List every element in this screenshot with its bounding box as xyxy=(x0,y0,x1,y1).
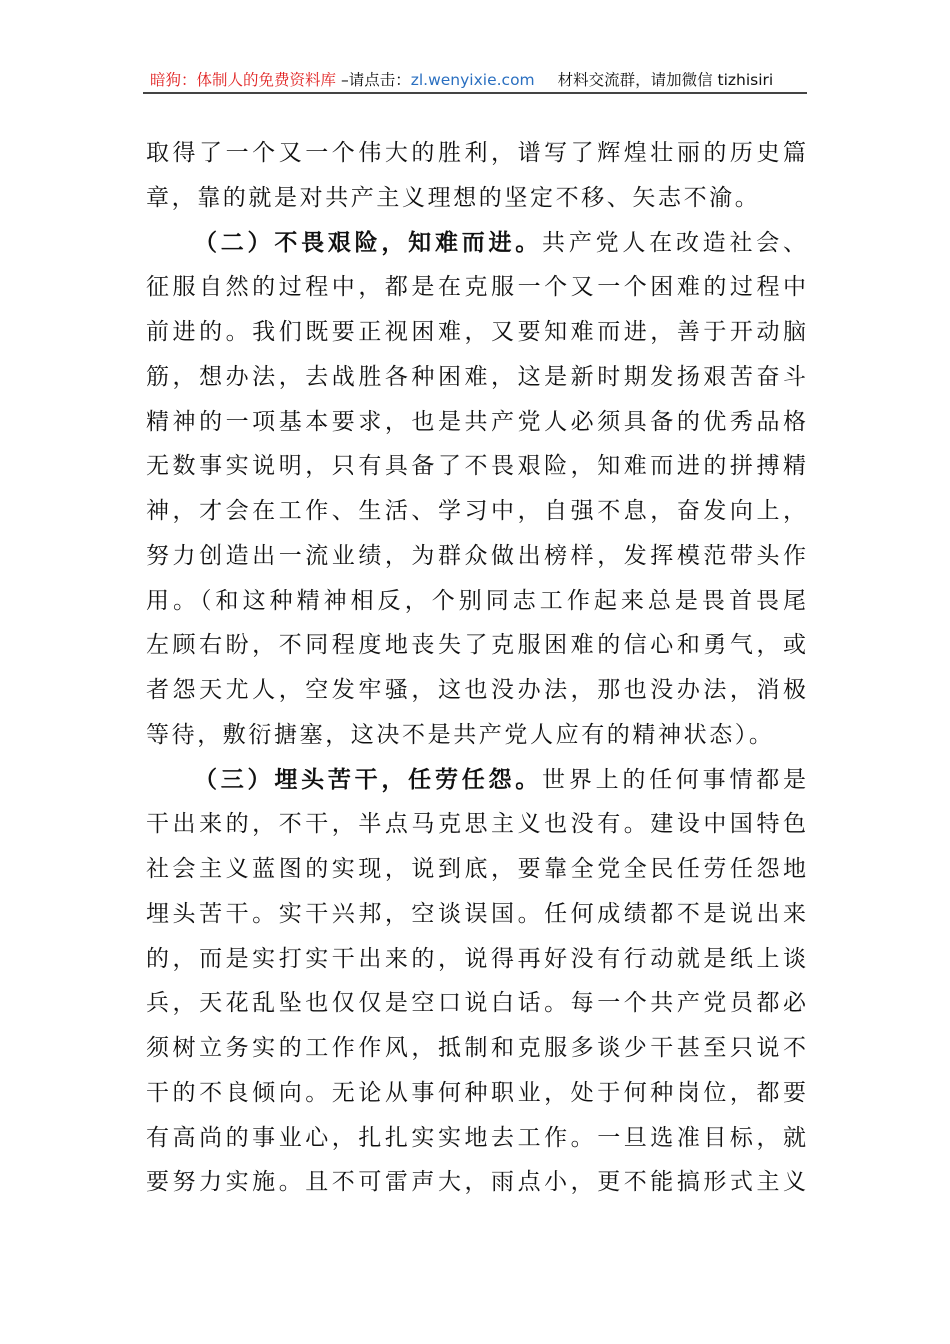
text-line xyxy=(146,937,806,982)
page-header xyxy=(150,69,810,91)
line-text: 兵，天花乱坠也仅仅是空口说白话。每一个共产党员都必 xyxy=(146,990,806,1017)
text-line xyxy=(146,892,806,937)
text-line xyxy=(146,355,806,400)
line-text: 埋头苦干。实干兴邦，空谈误国。任何成绩都不是说出来 xyxy=(146,900,806,927)
text-line xyxy=(146,623,806,668)
text-line xyxy=(146,579,806,624)
text-line xyxy=(146,847,806,892)
line-text: 神，才会在工作、生活、学习中，自强不息，奋发向上， xyxy=(146,498,806,524)
line-text: 征服自然的过程中，都是在克服一个又一个困难的过程中 xyxy=(146,274,806,301)
text-line xyxy=(146,758,806,803)
line-text: 有高尚的事业心，扎扎实实地去工作。一旦选准目标，就 xyxy=(146,1124,806,1151)
text-line xyxy=(146,176,806,221)
text-line xyxy=(146,1160,806,1205)
line-text: 的，而是实打实干出来的，说得再好没有行动就是纸上谈 xyxy=(146,945,806,972)
contact-info: 材料交流群，请加微信 tizhisiri xyxy=(557,71,774,89)
text-line xyxy=(146,444,806,489)
text-line xyxy=(146,131,806,176)
section-heading: （二）不畏艰险，知难而进。 xyxy=(194,228,543,256)
line-text: 干的不良倾向。无论从事何种职业，处于何种岗位，都要 xyxy=(146,1079,806,1106)
line-text: 共产党人在改造社会、 xyxy=(542,229,806,256)
site-url-link[interactable]: zl.wenyixie.com xyxy=(410,71,535,89)
line-text: 无数事实说明，只有具备了不畏艰险，知难而进的拼搏精 xyxy=(146,453,806,480)
text-line xyxy=(146,489,806,534)
paragraph xyxy=(146,221,806,758)
line-text: 要努力实施。且不可雷声大，雨点小，更不能搞形式主义 xyxy=(146,1169,806,1196)
text-line xyxy=(146,265,806,310)
text-line xyxy=(146,534,806,579)
text-line xyxy=(146,981,806,1026)
paragraph xyxy=(146,758,806,1206)
line-text: 前进的。我们既要正视困难，又要知难而进，善于开动脑 xyxy=(146,319,806,345)
text-line xyxy=(146,400,806,445)
line-text: 筋，想办法，去战胜各种困难，这是新时期发扬艰苦奋斗 xyxy=(146,363,806,390)
line-text: 用。（和这种精神相反，个别同志工作起来总是畏首畏尾 xyxy=(146,587,806,614)
document-body xyxy=(146,131,806,1205)
section-heading: （三）埋头苦干，任劳任怨。 xyxy=(194,765,543,793)
line-text: 章，靠的就是对共产主义理想的坚定不移、矢志不渝。 xyxy=(146,184,761,211)
text-line xyxy=(146,713,806,758)
line-text: 须树立务实的工作作风，抵制和克服多谈少干甚至只说不 xyxy=(146,1035,806,1061)
text-line xyxy=(146,1026,806,1071)
text-line xyxy=(146,1071,806,1116)
header-divider xyxy=(143,92,807,94)
line-text: 社会主义蓝图的实现，说到底，要靠全党全民任劳任怨地 xyxy=(146,856,806,882)
line-text: 精神的一项基本要求，也是共产党人必须具备的优秀品格 xyxy=(146,408,806,435)
text-line xyxy=(146,1116,806,1161)
line-text: 左顾右盼，不同程度地丧失了克服困难的信心和勇气，或 xyxy=(146,632,806,659)
line-text: 干出来的，不干，半点马克思主义也没有。建设中国特色 xyxy=(146,811,806,838)
text-line xyxy=(146,802,806,847)
line-text: 者怨天尤人，空发牢骚，这也没办法，那也没办法，消极 xyxy=(146,677,806,703)
text-line xyxy=(146,310,806,355)
line-text: 取得了一个又一个伟大的胜利，谱写了辉煌壮丽的历史篇 xyxy=(146,140,806,166)
paragraph xyxy=(146,131,806,221)
line-text: 世界上的任何事情都是 xyxy=(542,766,806,793)
line-text: 等待，敷衍搪塞，这决不是共产党人应有的精神状态）。 xyxy=(146,721,775,748)
click-prompt: –请点击： xyxy=(340,71,411,89)
site-name: 暗狗：体制人的免费资料库 xyxy=(150,71,337,89)
text-line xyxy=(146,221,806,266)
text-line xyxy=(146,668,806,713)
line-text: 努力创造出一流业绩，为群众做出榜样，发挥模范带头作 xyxy=(146,542,806,569)
